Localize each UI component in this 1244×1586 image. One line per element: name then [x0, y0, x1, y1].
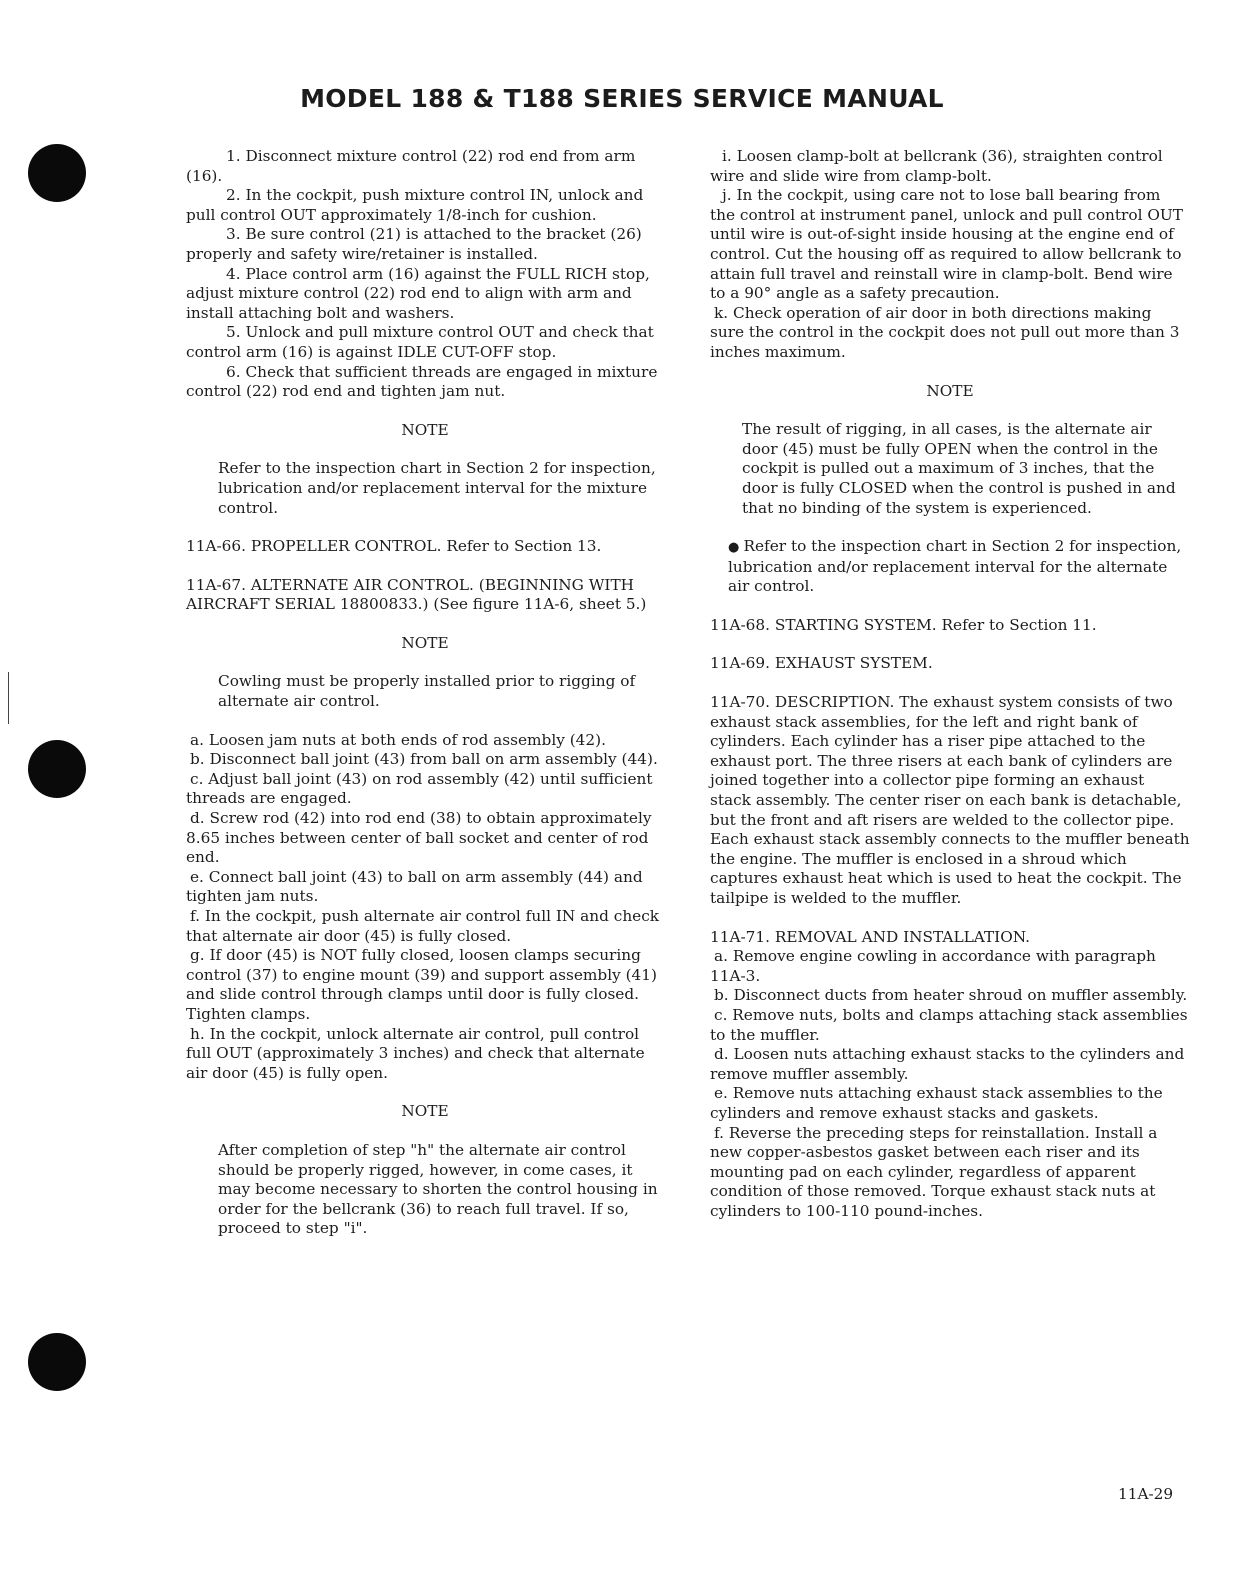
- binder-hole-bottom: [28, 1333, 86, 1391]
- margin-mark: [8, 672, 9, 724]
- right-column: [710, 147, 1190, 1222]
- step-f: f. In the cockpit, push alternate air control full IN and check that alternate air door (45) is fully closed.: [186, 907, 660, 945]
- section-heading-11a-68: 11A-68. STARTING SYSTEM. Refer to Section 11.: [710, 615, 1097, 634]
- step-71-b: b. Disconnect ducts from heater shroud on muffler assembly.: [714, 986, 1188, 1005]
- section-heading-11a-67: 11A-67. ALTERNATE AIR CONTROL. (BEGINNING WITH AIRCRAFT SERIAL 18800833.) (See figure 11A-6, sheet 5.): [186, 575, 647, 614]
- step-71-c: c. Remove nuts, bolts and clamps attaching stack assemblies to the muffler.: [710, 1005, 1188, 1044]
- step-1: 1. Disconnect mixture control (22) rod end from arm (16).: [186, 147, 636, 185]
- step-4: 4. Place control arm (16) against the FULL RICH stop, adjust mixture control (22) rod end to align with arm and install attaching bolt and washers.: [186, 264, 650, 322]
- left-column: [186, 147, 664, 1258]
- note-heading: NOTE: [401, 633, 449, 652]
- step-g: g. If door (45) is NOT fully closed, loosen clamps securing control (37) to engine mount (39) and support assembly (41) and slide control through clamps until door is fully closed. Tighten clamps.: [186, 946, 657, 1023]
- bullet-icon: ●: [728, 540, 744, 556]
- note-text: The result of rigging, in all cases, is the alternate air door (45) must be fully OPEN when the control in the cockpit is pulled out a maximum of 3 inches, that the door is fully CLOSED when the control is pushed in and that no binding of the system is experienced.: [742, 420, 1176, 517]
- section-heading-11a-66: 11A-66. PROPELLER CONTROL. Refer to Section 13.: [186, 537, 602, 556]
- note-heading: NOTE: [401, 1102, 449, 1121]
- step-3: 3. Be sure control (21) is attached to the bracket (26) properly and safety wire/retainer is installed.: [186, 225, 642, 263]
- step-i: i. Loosen clamp-bolt at bellcrank (36), straighten control wire and slide wire from clamp-bolt.: [710, 147, 1163, 185]
- note-text: Refer to the inspection chart in Section 2 for inspection, lubrication and/or replacement interval for the mixture control.: [218, 459, 656, 517]
- binder-hole-middle: [28, 740, 86, 798]
- step-5: 5. Unlock and pull mixture control OUT and check that control arm (16) is against IDLE CUT-OFF stop.: [186, 323, 654, 361]
- section-heading-11a-71: 11A-71. REMOVAL AND INSTALLATION.: [710, 927, 1031, 946]
- note-heading: NOTE: [401, 420, 449, 439]
- step-71-f: f. Reverse the preceding steps for reinstallation. Install a new copper-asbestos gasket between each riser and its mounting pad on each cylinder, regardless of apparent condition of those removed. Torque exhaust stack nuts at cylinders to 100-110 pound-inches.: [710, 1123, 1158, 1220]
- page-number: 11A-29: [1118, 1485, 1174, 1503]
- step-j: j. In the cockpit, using care not to lose ball bearing from the control at instrument panel, unlock and pull control OUT until wire is out-of-sight inside housing at the engine end of control. Cut the housing off as required to allow bellcrank to attain full travel and reinstall wire in clamp-bolt. Bend wire to a 90° angle as a safety precaution.: [710, 186, 1183, 303]
- step-2: 2. In the cockpit, push mixture control IN, unlock and pull control OUT approximately 1/8-inch for cushion.: [186, 186, 644, 224]
- step-a: a. Loosen jam nuts at both ends of rod assembly (42).: [190, 730, 606, 749]
- step-h: h. In the cockpit, unlock alternate air control, pull control full OUT (approximately 3 inches) and check that alternate air door (45) is fully open.: [186, 1024, 645, 1082]
- binder-hole-top: [28, 144, 86, 202]
- page-title: MODEL 188 & T188 SERIES SERVICE MANUAL: [300, 84, 944, 113]
- step-c: c. Adjust ball joint (43) on rod assembly (42) until sufficient threads are engaged.: [186, 769, 653, 808]
- bullet-note: [728, 537, 1190, 597]
- paragraph-11a-70: 11A-70. DESCRIPTION. The exhaust system consists of two exhaust stack assemblies, for the left and right bank of cylinders. Each cylinder has a riser pipe attached to the exhaust port. The three risers at each bank of cylinders are joined together into a collector pipe forming an exhaust stack assembly. The center riser on each bank is detachable, but the front and aft risers are welded to the collector pipe. Each exhaust stack assembly connects to the muffler beneath the engine. The muffler is enclosed in a shroud which captures exhaust heat which is used to heat the cockpit. The tailpipe is welded to the muffler.: [710, 693, 1190, 907]
- step-71-d: d. Loosen nuts attaching exhaust stacks to the cylinders and remove muffler assembly.: [710, 1045, 1185, 1083]
- note-text: Cowling must be properly installed prior to rigging of alternate air control.: [218, 672, 636, 711]
- step-k: k. Check operation of air door in both directions making sure the control in the cockpit does not pull out more than 3 inches maximum.: [710, 303, 1180, 361]
- step-e: e. Connect ball joint (43) to ball on arm assembly (44) and tighten jam nuts.: [186, 867, 643, 906]
- section-heading-11a-69: 11A-69. EXHAUST SYSTEM.: [710, 654, 933, 673]
- step-71-e: e. Remove nuts attaching exhaust stack assemblies to the cylinders and remove exhaust stacks and gaskets.: [710, 1084, 1163, 1122]
- step-6: 6. Check that sufficient threads are engaged in mixture control (22) rod end and tighten jam nut.: [186, 362, 658, 401]
- bullet-note-text: Refer to the inspection chart in Section 2 for inspection, lubrication and/or replacement interval for the alternate air control.: [728, 537, 1182, 596]
- step-b: b. Disconnect ball joint (43) from ball on arm assembly (44).: [190, 750, 658, 769]
- step-d: d. Screw rod (42) into rod end (38) to obtain approximately 8.65 inches between center of ball socket and center of rod end.: [186, 809, 652, 867]
- note-text: After completion of step "h" the alternate air control should be properly rigged, however, in come cases, it may become necessary to shorten the control housing in order for the bellcrank (36) to reach full travel. If so, proceed to step "i".: [218, 1140, 658, 1238]
- note-heading: NOTE: [926, 381, 974, 400]
- step-71-a: a. Remove engine cowling in accordance with paragraph 11A-3.: [710, 947, 1156, 985]
